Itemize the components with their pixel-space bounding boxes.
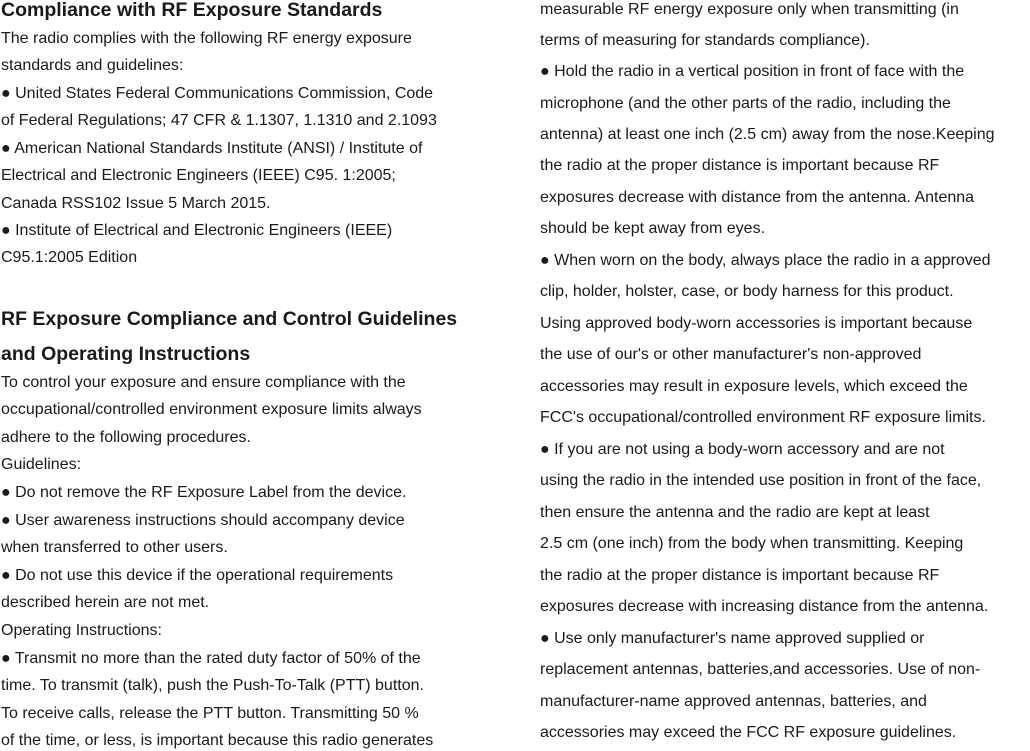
paragraph-line: microphone (and the other parts of the radio, including the	[540, 95, 951, 112]
paragraph-line: C95.1:2005 Edition	[1, 249, 138, 266]
paragraph-line: the radio at the proper distance is important because RF	[540, 157, 940, 174]
paragraph-line: should be kept away from eyes.	[540, 220, 766, 237]
paragraph-line: of Federal Regulations; 47 CFR & 1.1307, 1.1310 and 2.1093	[1, 112, 437, 129]
paragraph-line: 2.5 cm (one inch) from the body when transmitting. Keeping	[540, 535, 964, 552]
paragraph-line: FCC's occupational/controlled environment RF exposure limits.	[540, 409, 986, 426]
paragraph-line: occupational/controlled environment exposure limits always	[1, 401, 422, 418]
paragraph-line: the use of our's or other manufacturer's non-approved	[540, 346, 922, 363]
paragraph-line: To receive calls, release the PTT button. Transmitting 50 %	[1, 705, 419, 722]
bullet-line: ● User awareness instructions should accompany device	[1, 512, 405, 529]
bullet-line: ● United States Federal Communications Commission, Code	[1, 85, 434, 102]
paragraph-line: measurable RF energy exposure only when transmitting (in	[540, 1, 959, 18]
section-heading-rf-compliance-cont: and Operating Instructions	[1, 343, 251, 365]
bullet-line: ● Use only manufacturer's name approved supplied or	[540, 630, 925, 647]
paragraph-line: accessories may exceed the FCC RF exposure guidelines.	[540, 724, 957, 741]
paragraph-line: terms of measuring for standards compliance).	[540, 32, 870, 49]
paragraph-line: accessories may result in exposure levels, which exceed the	[540, 378, 968, 395]
bullet-line: ● Do not use this device if the operational requirements	[1, 567, 394, 584]
paragraph-line: when transferred to other users.	[1, 539, 228, 556]
paragraph-line: standards and guidelines:	[1, 57, 184, 74]
paragraph-line: To control your exposure and ensure compliance with the	[1, 374, 406, 391]
paragraph-line: of the time, or less, is important because this radio generates	[1, 732, 434, 749]
section-heading-rf-standards: Compliance with RF Exposure Standards	[1, 0, 383, 21]
paragraph-line: replacement antennas, batteries,and accessories. Use of non-	[540, 661, 981, 678]
subheading-operating-instructions: Operating Instructions:	[1, 622, 162, 639]
bullet-line: ● American National Standards Institute (ANSI) / Institute of	[1, 140, 423, 157]
paragraph-line: exposures decrease with distance from the antenna. Antenna	[540, 189, 975, 206]
section-heading-rf-compliance: RF Exposure Compliance and Control Guidelines	[1, 308, 458, 330]
paragraph-line: then ensure the antenna and the radio are kept at least	[540, 504, 930, 521]
bullet-line: ● When worn on the body, always place the radio in a approved	[540, 252, 991, 269]
bullet-line: ● If you are not using a body-worn accessory and are not	[540, 441, 945, 458]
paragraph-line: Electrical and Electronic Engineers (IEEE) C95. 1:2005;	[1, 167, 396, 184]
paragraph-line: The radio complies with the following RF energy exposure	[1, 30, 412, 47]
bullet-line: ● Hold the radio in a vertical position in front of face with the	[540, 63, 965, 80]
paragraph-line: antenna) at least one inch (2.5 cm) away from the nose.Keeping	[540, 126, 995, 143]
paragraph-line: clip, holder, holster, case, or body harness for this product.	[540, 283, 954, 300]
paragraph-line: described herein are not met.	[1, 594, 210, 611]
paragraph-line: manufacturer-name approved antennas, batteries, and	[540, 693, 927, 710]
paragraph-line: using the radio in the intended use position in front of the face,	[540, 472, 982, 489]
bullet-line: ● Institute of Electrical and Electronic Engineers (IEEE)	[1, 222, 393, 239]
paragraph-line: adhere to the following procedures.	[1, 429, 251, 446]
paragraph-line: Canada RSS102 Issue 5 March 2015.	[1, 195, 271, 212]
bullet-line: ● Transmit no more than the rated duty factor of 50% of the	[1, 650, 421, 667]
subheading-guidelines: Guidelines:	[1, 456, 82, 473]
paragraph-line: the radio at the proper distance is important because RF	[540, 567, 940, 584]
paragraph-line: time. To transmit (talk), push the Push-To-Talk (PTT) button.	[1, 677, 424, 694]
paragraph-line: exposures decrease with increasing distance from the antenna.	[540, 598, 989, 615]
bullet-line: ● Do not remove the RF Exposure Label from the device.	[1, 484, 407, 501]
paragraph-line: Using approved body-worn accessories is important because	[540, 315, 973, 332]
